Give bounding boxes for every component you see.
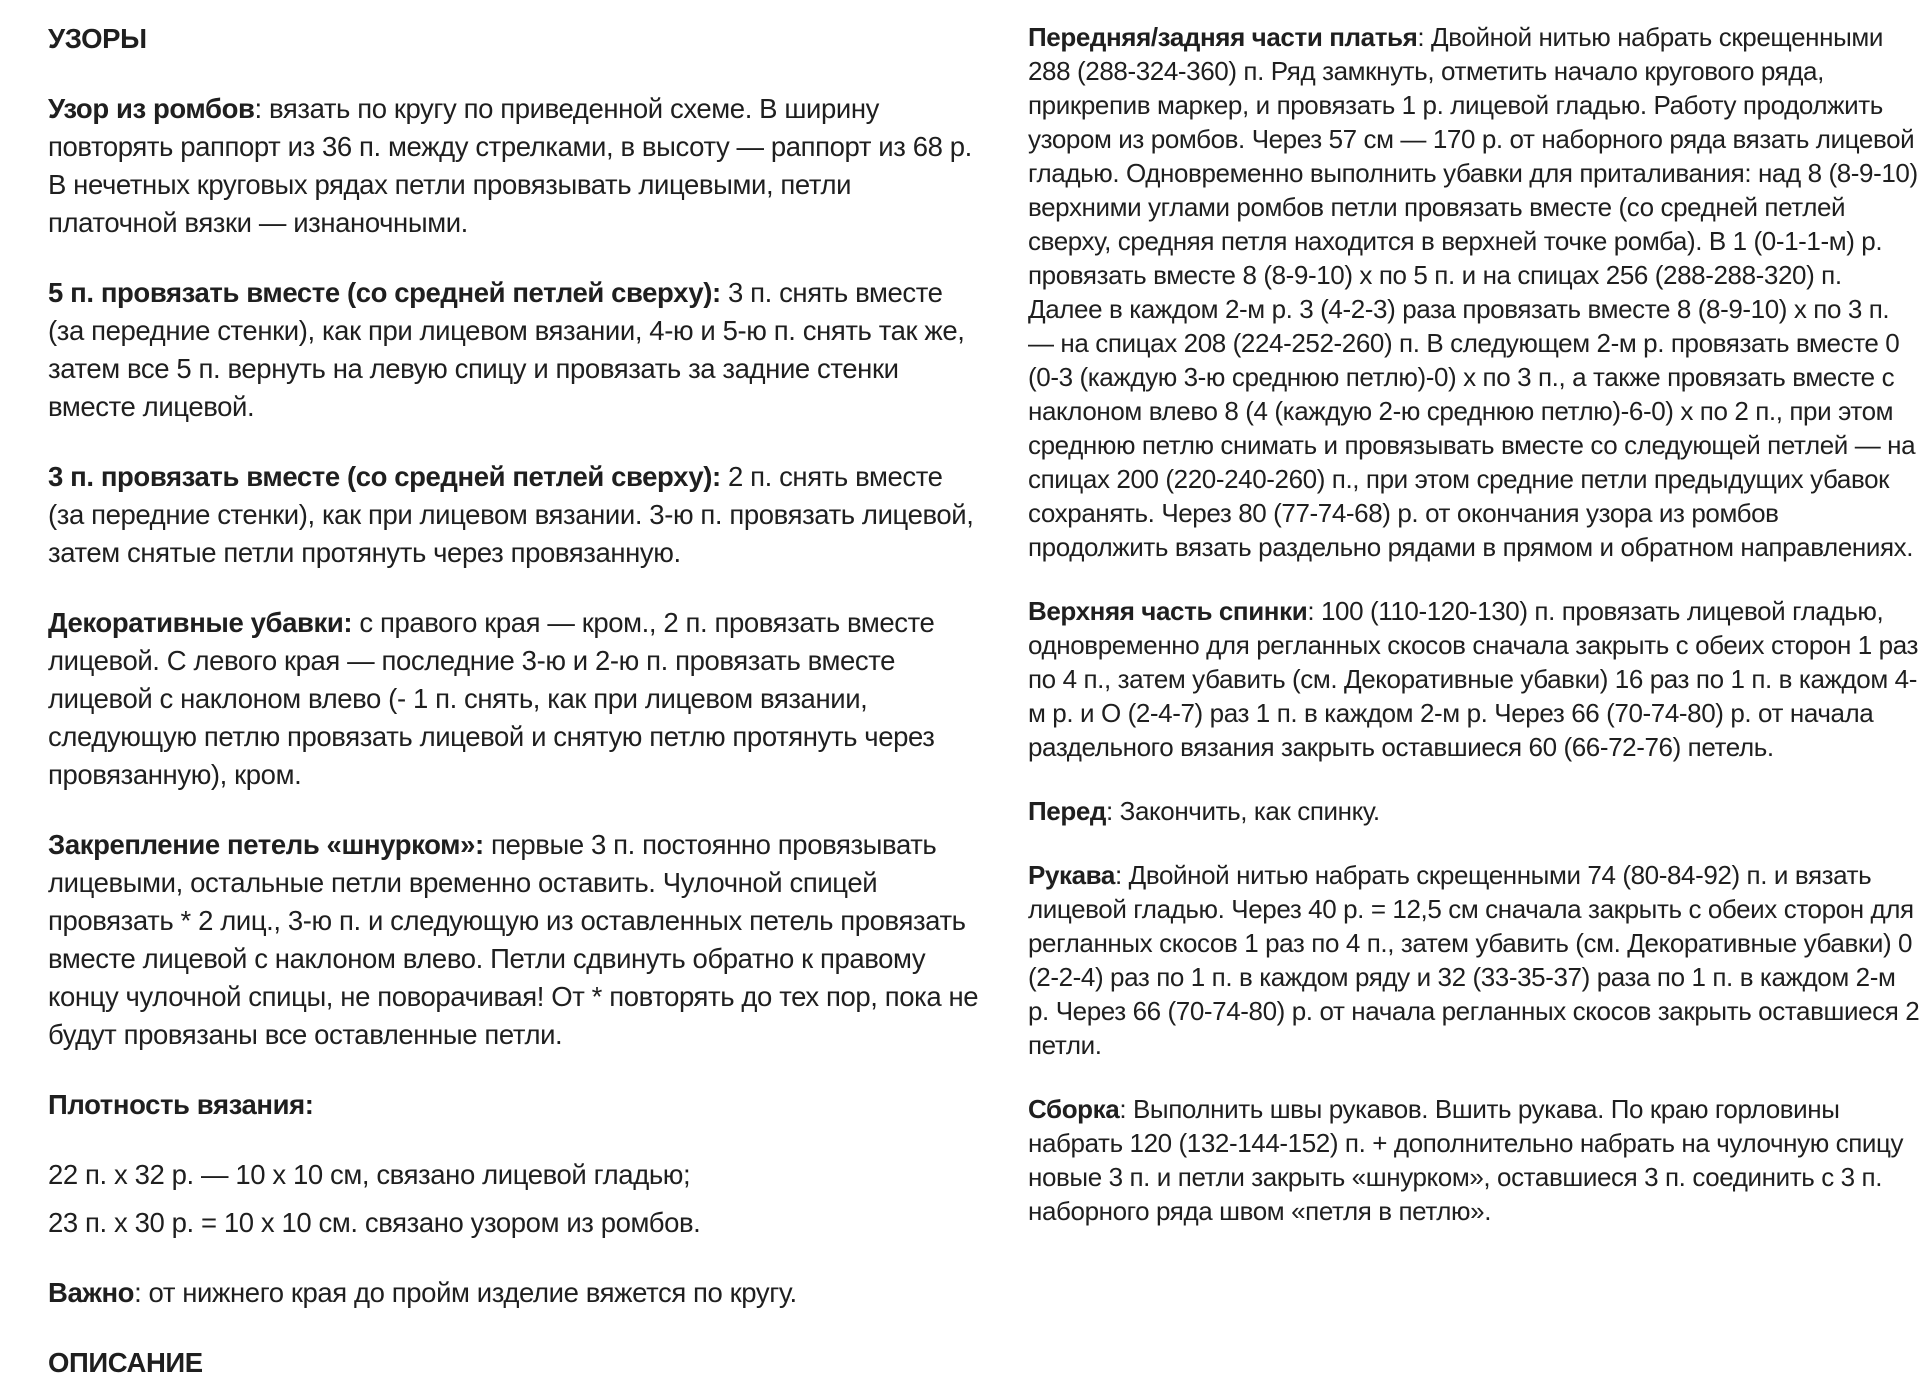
paragraph-body: : 100 (110-120-130) п. провязать лицевой гладью, одновременно для регланных скосов сначала закрыть с обеих сторон 1 раз по 4 п., затем убавить (см. Декоративные убавки) 16 раз по 1 п. в каждом 4-м р. и О (2-4-7) раз 1 п. в каждом 2-м р. Через 66 (70-74-80) р. от начала раздельного вязания закрыть оставшиеся 60 (66-72-76) петель. (1028, 596, 1918, 762)
paragraph-lead: Перед (1028, 796, 1106, 826)
paragraph-front-back-dress (1028, 20, 1920, 564)
paragraph-lead: Передняя/задняя части платья (1028, 22, 1418, 52)
paragraph-body: : Двойной нитью набрать скрещенными 74 (80-84-92) п. и вязать лицевой гладью. Через 40 р. = 12,5 см сначала закрыть с обеих сторон для регланных скосов 1 раз по 4 п., затем убавить (см. Декоративные убавки) 0 (2-2-4) раз по 1 п. в каждом ряду и 32 (33-35-37) раза по 1 п. в каждом 2-м р. Через 66 (70-74-80) р. от начала регланных скосов закрыть оставшиеся 2 петли. (1028, 860, 1920, 1060)
paragraph-body: : Двойной нитью набрать скрещенными 288 (288-324-360) п. Ряд замкнуть, отметить начало кругового ряда, прикрепив маркер, и провязать 1 р. лицевой гладью. Работу продолжить узором из ромбов. Через 57 см — 170 р. от наборного ряда вязать лицевой гладью. Одновременно выполнить убавки для приталивания: над 8 (8-9-10) верхними углами ромбов петли провязать вместе (со средней петлей сверху, средняя петля находится в верхней точке ромба). В 1 (0-1-1-м) р. провязать вместе 8 (8-9-10) х по 5 п. и на спицах 256 (288-288-320) п. (1028, 22, 1918, 290)
description-heading: ОПИСАНИЕ (48, 1347, 203, 1378)
paragraph-body: : от нижнего края до пройм изделие вяжется по кругу. (134, 1277, 797, 1308)
paragraph-lead: Верхняя часть спинки (1028, 596, 1308, 626)
paragraph-assembly (1028, 1092, 1920, 1228)
gauge-line-stockinette: 22 п. x 32 р. — 10 x 10 см, связано лицевой гладью; (48, 1159, 691, 1190)
paragraph-front-finish (1028, 794, 1920, 828)
paragraph-icord-bindoff (48, 826, 983, 1054)
paragraph-lead: Важно (48, 1277, 135, 1308)
left-column (48, 20, 983, 1378)
patterns-heading: УЗОРЫ (48, 23, 147, 54)
paragraph-body-continued: Далее в каждом 2-м р. 3 (4-2-3) раза провязать вместе 8 (8-9-10) х по 3 п. — на спицах 208 (224-252-260) п. В следующем 2-м р. провязать вместе 0 (0-3 (каждую 3-ю среднюю петлю)-0) х по 3 п., а также провязать вместе с наклоном влево 8 (4 (каждую 2-ю среднюю петлю)-6-0) х по 2 п., при этом среднюю петлю снимать и провязывать вместе со следующей петлей — на спицах 200 (220-240-260) п., при этом средние петли предыдущих убавок сохранять. Через 80 (77-74-68) р. от окончания узора из ромбов продолжить вязать раздельно рядами в прямом и обратном направлениях. (1028, 294, 1916, 562)
paragraph-body: : вязать по кругу по приведенной схеме. В ширину повторять раппорт из 36 п. между стрелками, в высоту — раппорт из 68 р. В нечетных круговых рядах петли провязывать лицевыми, петли платочной вязки — изнаночными. (48, 93, 972, 238)
paragraph-lead: Сборка (1028, 1094, 1120, 1124)
paragraph-knit-3-together (48, 458, 983, 572)
gauge-heading: Плотность вязания: (48, 1089, 314, 1120)
paragraph-body: 3 п. снять вместе (за передние стенки), как при лицевом вязании, 4-ю и 5-ю п. снять так же, затем все 5 п. вернуть на левую спицу и провязать за задние стенки вместе лицевой. (48, 277, 965, 422)
paragraph-decorative-decreases (48, 604, 983, 794)
paragraph-knit-5-together (48, 274, 983, 426)
paragraph-body: : Закончить, как спинку. (1106, 796, 1380, 826)
paragraph-lead: 5 п. провязать вместе (со средней петлей сверху): (48, 277, 721, 308)
paragraph-lead: Закрепление петель «шнурком»: (48, 829, 484, 860)
paragraph-lead: Рукава (1028, 860, 1115, 890)
paragraph-lead: Узор из ромбов (48, 93, 255, 124)
paragraph-sleeves (1028, 858, 1920, 1062)
paragraph-lead: 3 п. провязать вместе (со средней петлей сверху): (48, 461, 721, 492)
paragraph-body: : Выполнить швы рукавов. Вшить рукава. По краю горловины набрать 120 (132-144-152) п. + дополнительно набрать на чулочную спицу новые 3 п. и петли закрыть «шнурком», оставшиеся 3 п. соединить с 3 п. наборного ряда швом «петля в петлю». (1028, 1094, 1904, 1226)
paragraph-body: первые 3 п. постоянно провязывать лицевыми, остальные петли временно оставить. Чулочной спицей провязать * 2 лиц., 3-ю п. и следующую из оставленных петель провязать вместе лицевой с наклоном влево. Петли сдвинуть обратно к правому концу чулочной спицы, не поворачивая! От * повторять до тех пор, пока не будут провязаны все оставленные петли. (48, 829, 979, 1050)
paragraph-important-note (48, 1274, 983, 1312)
right-column (1028, 20, 1920, 1357)
paragraph-body: 2 п. снять вместе (за передние стенки), как при лицевом вязании. 3-ю п. провязать лицевой, затем снятые петли протянуть через провязанную. (48, 461, 974, 568)
paragraph-body: с правого края — кром., 2 п. провязать вместе лицевой. С левого края — последние 3-ю и 2-ю п. провязать вместе лицевой с наклоном влево (- 1 п. снять, как при лицевом вязании, следующую петлю провязать лицевой и снятую петлю протянуть через провязанную), кром. (48, 607, 935, 790)
paragraph-lead: Декоративные убавки: (48, 607, 353, 638)
paragraph-upper-back (1028, 594, 1920, 764)
paragraph-diamond-pattern (48, 90, 983, 242)
gauge-line-diamond: 23 п. x 30 р. = 10 x 10 см. связано узором из ромбов. (48, 1207, 701, 1238)
